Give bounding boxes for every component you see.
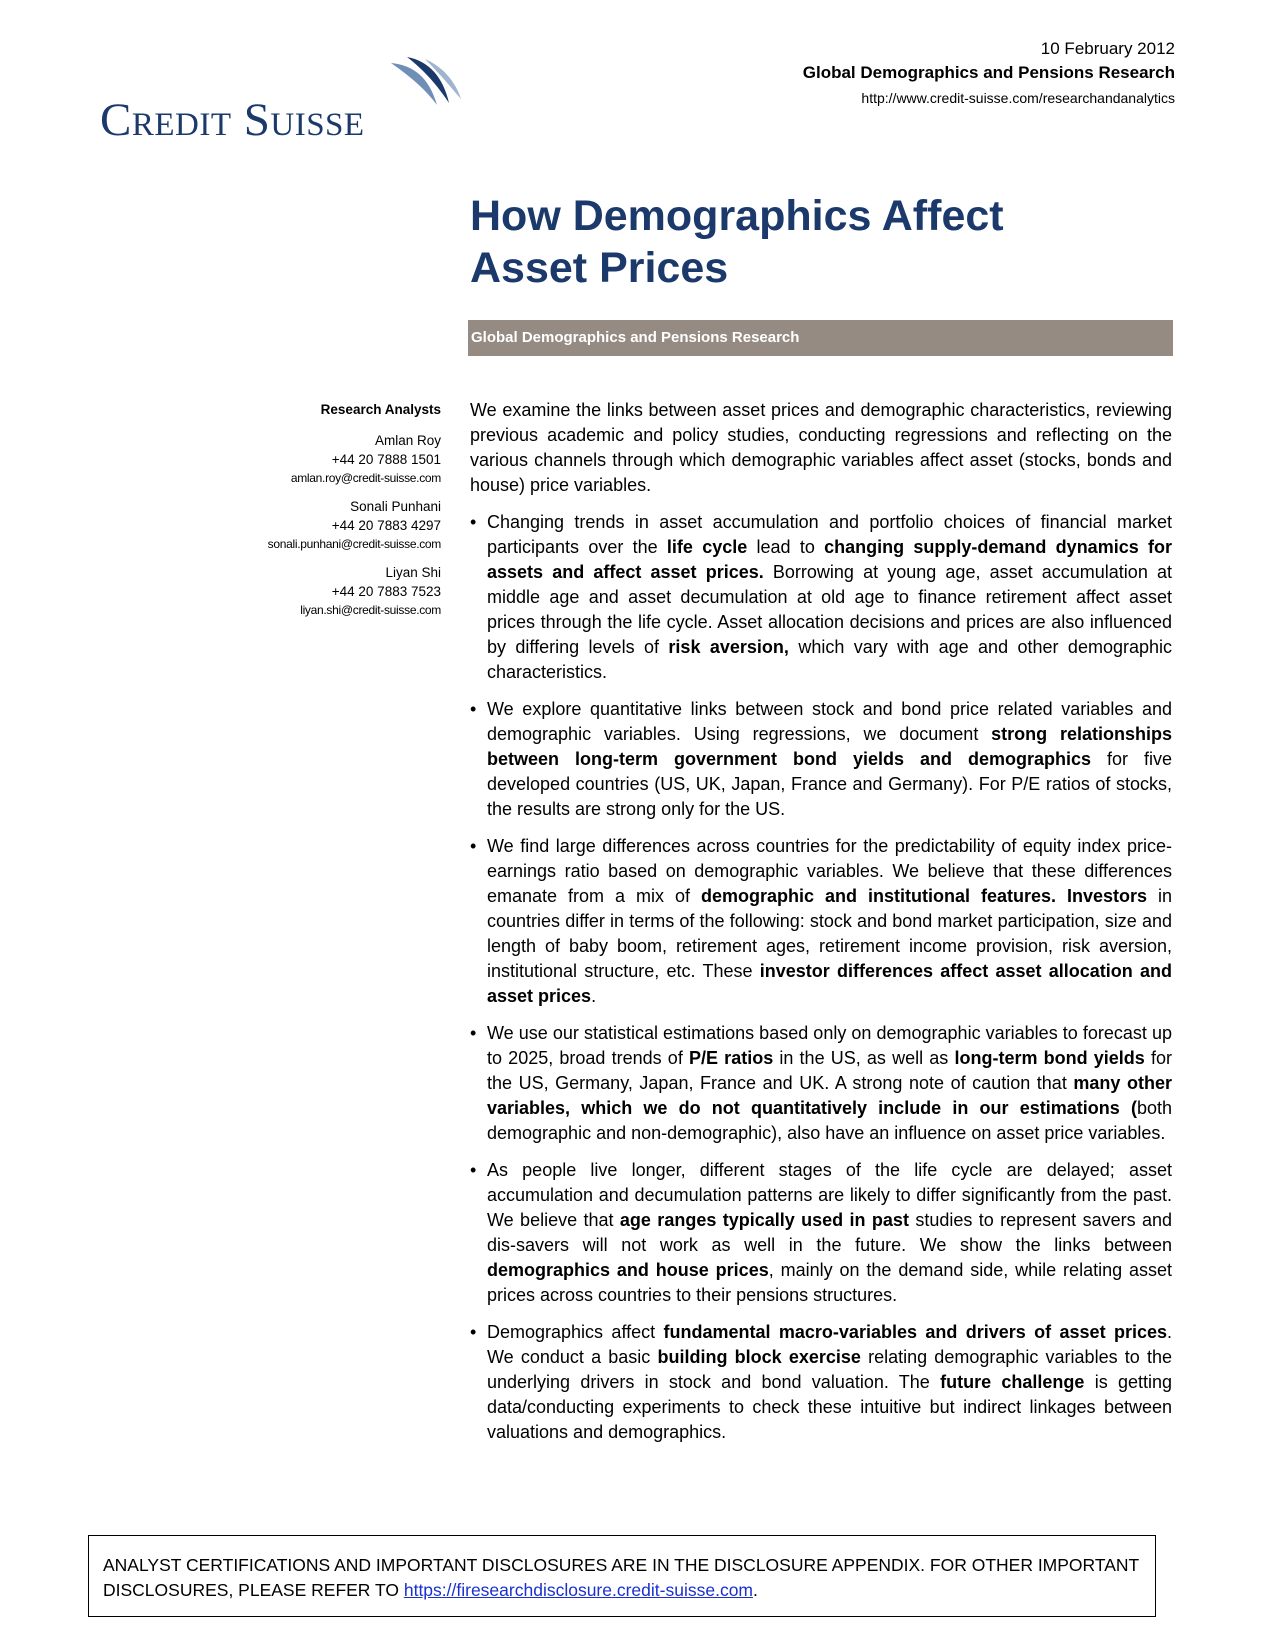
key-point: • Demographics affect fundamental macro-variables and drivers of asset prices. We conduct a basic building block exercise relating demographic variables to the underlying drivers in stock and bond valuation. The future challenge is getting data/conducting experiments to check these intuitive but indirect linkages between valuations and demographics. xyxy=(470,1322,1173,1442)
analyst-sidebar xyxy=(221,400,441,630)
bullet-icon: • xyxy=(470,1160,477,1180)
analyst-name: Amlan Roy xyxy=(374,433,441,448)
disclosure-text: ANALYST CERTIFICATIONS AND IMPORTANT DISCLOSURES ARE IN THE DISCLOSURE APPENDIX. FOR OTHER IMPORTANT DISCLOSURES, PLEASE REFER TO xyxy=(103,1555,1139,1600)
bullet-icon: • xyxy=(470,1023,477,1043)
intro-paragraph: We examine the links between asset prices and demographic characteristics, reviewing previous academic and policy studies, conducting regressions and reflecting on the various channels through which demographic variables affect asset (stocks, bonds and house) price variables. xyxy=(470,400,1172,495)
analyst-phone: +44 20 7883 4297 xyxy=(331,518,441,533)
analyst-entry xyxy=(221,564,441,620)
disclosure-box: ANALYST CERTIFICATIONS AND IMPORTANT DISCLOSURES ARE IN THE DISCLOSURE APPENDIX. FOR OTHER IMPORTANT DISCLOSURES, PLEASE REFER TO https://firesearchdisclosure.credit-suisse.com. xyxy=(88,1535,1156,1617)
analyst-email[interactable]: sonali.punhani@credit-suisse.com xyxy=(267,537,441,551)
bullet-icon: • xyxy=(470,512,477,532)
report-series-title: Global Demographics and Pensions Research xyxy=(802,63,1175,82)
document-title xyxy=(470,190,1170,294)
bullet-icon: • xyxy=(470,699,477,719)
key-point: • We explore quantitative links between stock and bond price related variables and demographic variables. Using regressions, we document strong relationships between long-term government bond yields and demographics for five developed countries (US, UK, Japan, France and Germany). For P/E ratios of stocks, the results are strong only for the US. xyxy=(470,699,1172,819)
summary-body xyxy=(470,398,1172,1457)
analyst-email[interactable]: liyan.shi@credit-suisse.com xyxy=(300,603,441,617)
report-url[interactable]: http://www.credit-suisse.com/researchandanalytics xyxy=(861,90,1175,106)
analyst-phone: +44 20 7888 1501 xyxy=(331,452,441,467)
key-point: • Changing trends in asset accumulation and portfolio choices of financial market participants over the life cycle lead to changing supply-demand dynamics for assets and affect asset prices. Borrowing at young age, asset accumulation at middle age and asset decumulation at old age to finance retirement affect asset prices through the life cycle. Asset allocation decisions and prices are also influenced by differing levels of risk aversion, which vary with age and other demographic characteristics. xyxy=(470,512,1172,682)
analysts-heading: Research Analysts xyxy=(320,402,441,417)
analyst-name: Sonali Punhani xyxy=(350,499,441,514)
disclosure-link[interactable]: https://firesearchdisclosure.credit-suisse.com xyxy=(403,1580,753,1600)
document-title-line1: How Demographics Affect xyxy=(470,192,1004,240)
document-title-line2: Asset Prices xyxy=(470,244,729,292)
logo-wordmark: Credit Suisse xyxy=(100,94,365,146)
section-banner: Global Demographics and Pensions Research xyxy=(468,320,1173,356)
credit-suisse-logo xyxy=(100,55,460,146)
analyst-name: Liyan Shi xyxy=(385,565,441,580)
report-date: 10 February 2012 xyxy=(1040,39,1175,58)
key-point: • We use our statistical estimations based only on demographic variables to forecast up to 2025, broad trends of P/E ratios in the US, as well as long-term bond yields for the US, Germany, Japan, France and UK. A strong note of caution that many other variables, which we do not quantitatively include in our estimations (both demographic and non-demographic), also have an influence on asset price variables. xyxy=(470,1023,1173,1143)
key-points-list xyxy=(470,510,1172,1445)
analyst-entry xyxy=(221,498,441,554)
analyst-entry xyxy=(221,432,441,488)
analyst-phone: +44 20 7883 7523 xyxy=(331,584,441,599)
sails-logo-icon xyxy=(385,55,465,110)
key-point: • As people live longer, different stages of the life cycle are delayed; asset accumulation and decumulation patterns are likely to differ significantly from the past. We believe that age ranges typically used in past studies to represent savers and dis-savers will not work as well in the future. We show the links between demographics and house prices, mainly on the demand side, while relating asset prices across countries to their pensions structures. xyxy=(470,1160,1173,1305)
bullet-icon: • xyxy=(470,836,477,856)
bullet-icon: • xyxy=(470,1322,477,1342)
key-point: • We find large differences across countries for the predictability of equity index price-earnings ratio based on demographic variables. We believe that these differences emanate from a mix of demographic and institutional features. Investors in countries differ in terms of the following: stock and bond market participation, size and length of baby boom, retirement ages, retirement income provision, risk aversion, institutional structure, etc. These investor differences affect asset allocation and asset prices. xyxy=(470,836,1172,1006)
report-header xyxy=(803,38,1175,110)
analyst-email[interactable]: amlan.roy@credit-suisse.com xyxy=(290,471,441,485)
